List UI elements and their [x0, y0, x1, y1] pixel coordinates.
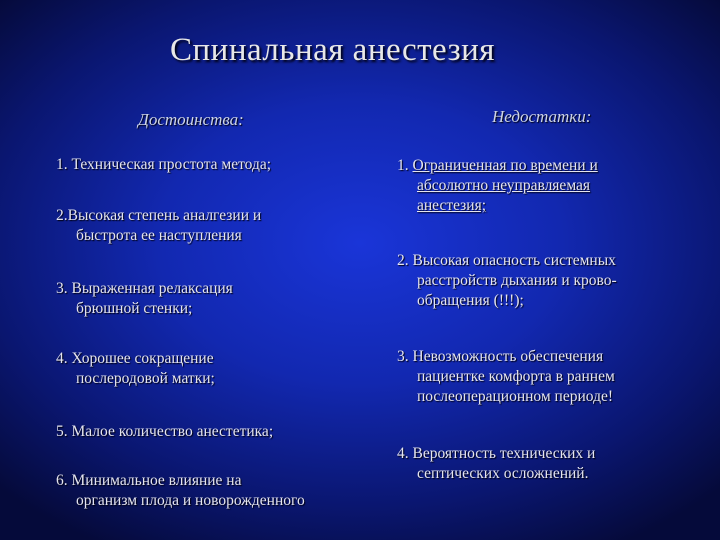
disadvantage-line: Ограниченная по времени и: [412, 157, 598, 174]
advantage-line: послеродовой матки;: [76, 370, 215, 387]
disadvantage-line: пациентке комфорта в раннем: [417, 368, 615, 385]
advantage-line: быстрота ее наступления: [76, 227, 242, 244]
advantage-item-6: [56, 471, 305, 511]
disadvantage-item-4: [397, 444, 595, 484]
advantages-heading: Достоинства:: [138, 110, 244, 129]
advantage-line: организм плода и новорожденного: [76, 492, 305, 509]
advantage-line: 1. Техническая простота метода;: [56, 156, 272, 173]
disadvantage-line: анестезия;: [417, 197, 487, 214]
advantage-item-5: [56, 422, 273, 442]
advantage-line: 3. Выраженная релаксация: [56, 280, 233, 297]
advantage-item-4: [56, 349, 215, 389]
disadvantage-number: 1.: [397, 157, 413, 174]
advantage-item-1: [56, 155, 271, 175]
disadvantage-item-1: [397, 156, 598, 216]
disadvantage-line: 4. Вероятность технических и: [397, 445, 596, 462]
advantage-line: 4. Хорошее сокращение: [56, 350, 214, 367]
slide-title: Спинальная анестезия: [170, 32, 495, 68]
disadvantage-item-2: [397, 251, 617, 311]
disadvantage-line: послеоперационном периоде!: [417, 388, 613, 405]
disadvantage-item-3: [397, 347, 615, 407]
disadvantage-line: абсолютно неуправляемая: [417, 177, 591, 194]
disadvantage-line: обращения (!!!);: [417, 292, 524, 309]
advantage-line: 2.Высокая степень аналгезии и: [56, 207, 262, 224]
disadvantage-line: 2. Высокая опасность системных: [397, 252, 616, 269]
advantage-item-2: [56, 206, 261, 246]
disadvantages-heading: Недостатки:: [492, 107, 592, 126]
disadvantage-line: септических осложнений.: [417, 465, 589, 482]
advantage-item-3: [56, 279, 233, 319]
disadvantage-line: расстройств дыхания и крово-: [417, 272, 617, 289]
advantage-line: 6. Минимальное влияние на: [56, 472, 242, 489]
advantage-line: брюшной стенки;: [76, 300, 193, 317]
disadvantage-line: 3. Невозможность обеспечения: [397, 348, 604, 365]
advantage-line: 5. Малое количество анестетика;: [56, 423, 274, 440]
